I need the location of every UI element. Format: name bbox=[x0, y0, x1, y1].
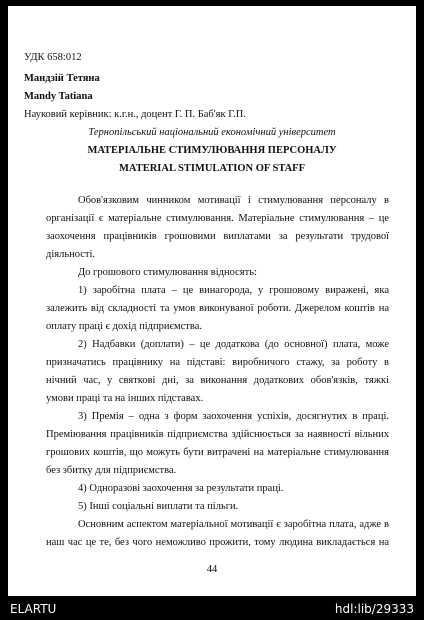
body-line: нічний час, у святкові дні, за виконання додаткових обов'язків, тяжкі bbox=[46, 375, 389, 386]
body-line: 5) Інші соціальні виплати та пільги. bbox=[78, 501, 239, 512]
body-line: Преміювання працівників підприємства здійснюється за наявності вільних bbox=[46, 429, 389, 440]
university: Тернопільський національний економічний університет bbox=[88, 127, 336, 138]
body-line: залежить від складності та умов виконуваної роботи. Джерелом коштів на bbox=[46, 303, 389, 314]
author-en: Mandy Tatiana bbox=[24, 91, 93, 102]
udk-code: УДК 658:012 bbox=[24, 52, 82, 63]
body-line: 1) заробітна плата – це винагорода, у грошовому виражені, яка bbox=[78, 285, 389, 296]
footer-handle: hdl:lib/29333 bbox=[334, 602, 414, 616]
footer-bar bbox=[0, 598, 424, 620]
title-en: MATERIAL STIMULATION OF STAFF bbox=[118, 163, 305, 174]
body-line: До грошового стимулювання відносять: bbox=[78, 267, 257, 278]
body-line: заохочення працівників грошовими виплатами за результати трудової bbox=[46, 231, 389, 242]
footer-repository-name: ELARTU bbox=[10, 602, 57, 616]
page-number: 44 bbox=[206, 564, 218, 575]
author-ua: Мандзій Тетяна bbox=[24, 73, 100, 84]
body-line: Основним аспектом матеріальної мотивації є заробітна плата, адже в bbox=[78, 519, 389, 530]
body-line: грошових коштів, що можуть бути витрачені на матеріальне стимулювання bbox=[46, 447, 389, 458]
body-line: 4) Одноразові заохочення за результати праці. bbox=[78, 483, 284, 494]
supervisor: Науковий керівник: к.г.н., доцент Г. П. Баб'як Г.П. bbox=[24, 109, 246, 120]
body-line: оплату праці є дохід підприємства. bbox=[46, 321, 202, 332]
body-line: діяльності. bbox=[46, 249, 96, 260]
title-ua: МАТЕРІАЛЬНЕ СТИМУЛЮВАННЯ ПЕРСОНАЛУ bbox=[87, 145, 337, 156]
body-line: Обов'язковим чинником мотивації і стимулювання персоналу в bbox=[78, 195, 389, 206]
body-line: умови праці та на інших підставах. bbox=[46, 393, 204, 404]
body-line: 3) Премія – одна з форм заохочення успіхів, досягнутих в праці. bbox=[78, 411, 389, 422]
body-line: без збитку для підприємства. bbox=[46, 465, 177, 476]
body-line: 2) Надбавки (доплати) – це додаткова (до основної) плата, може bbox=[78, 339, 389, 350]
document-page bbox=[8, 6, 416, 596]
body-line: організації є матеріальне стимулювання. Матеріальне стимулювання – це bbox=[46, 213, 389, 224]
body-line: призначатись працівнику на підставі: виробничого стажу, за роботу в bbox=[46, 357, 389, 368]
body-line: наш час це те, без чого неможливо прожити, тому людина викладається на bbox=[46, 537, 389, 548]
